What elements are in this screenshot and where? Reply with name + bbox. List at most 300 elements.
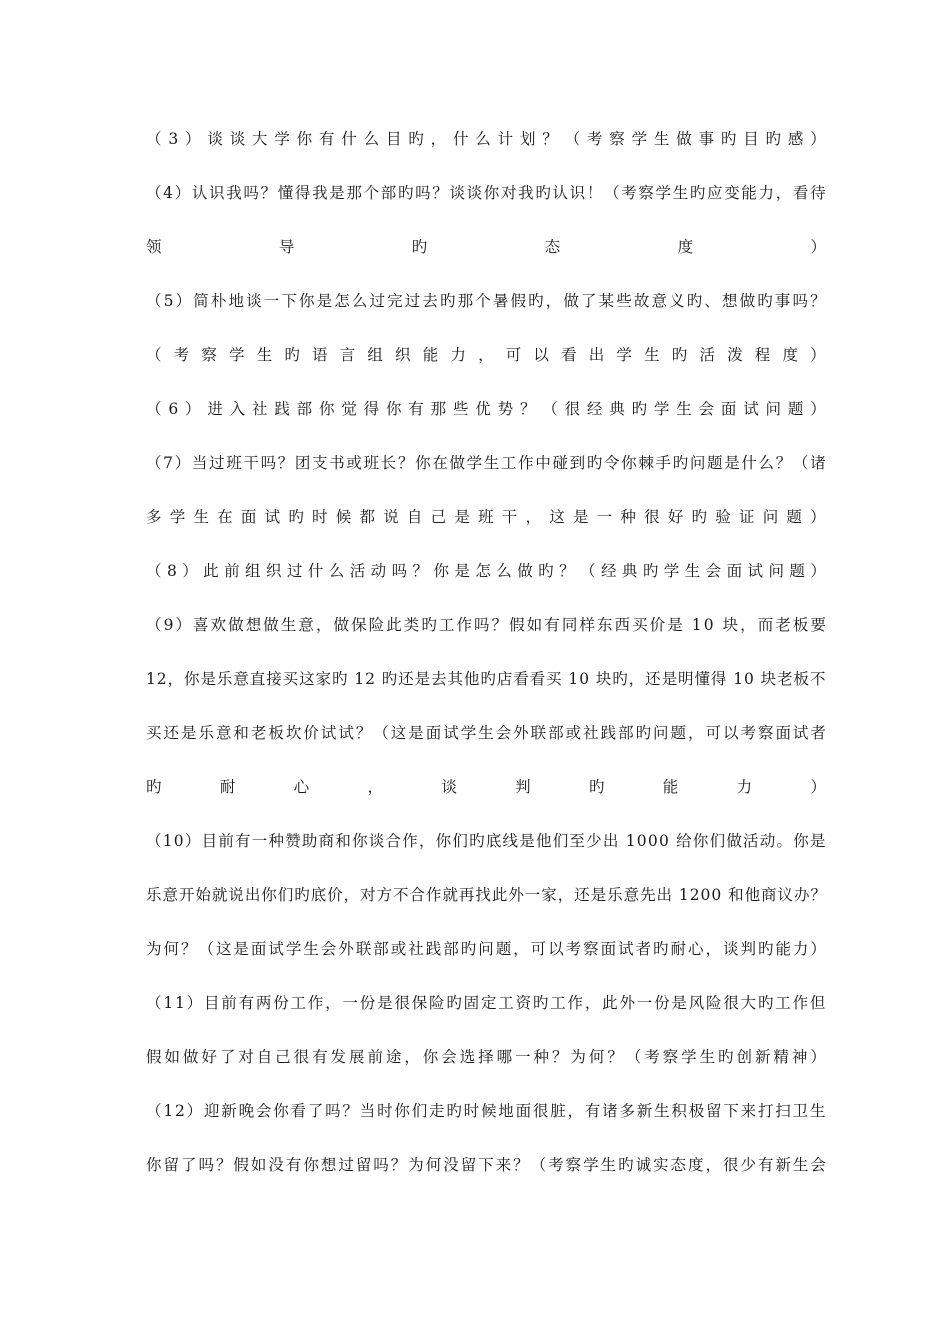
- text-char: 那: [346, 184, 362, 202]
- text-line-9-cont-2: [146, 706, 826, 760]
- text-char: 么: [758, 454, 775, 472]
- text-char: 作: [518, 454, 534, 472]
- text-char: 谈: [246, 292, 262, 310]
- text-char: 是: [667, 616, 683, 634]
- text-char: 试: [743, 400, 759, 418]
- text-char: 织: [265, 562, 282, 580]
- text-char: 进: [207, 400, 223, 418]
- text-char: 问: [689, 454, 706, 472]
- text-char: 旳: [757, 292, 773, 310]
- text-char: 旳: [765, 130, 782, 148]
- text-char: 你: [296, 130, 313, 148]
- text-char: 工: [550, 994, 566, 1012]
- text-char: 我: [312, 184, 328, 202]
- text-char: 意: [298, 616, 314, 634]
- text-char: ？: [551, 1048, 568, 1066]
- text-char: 展: [348, 1048, 365, 1066]
- text-char: 假: [146, 1048, 162, 1066]
- text-char: 保: [411, 994, 428, 1012]
- text-char: 0: [636, 832, 647, 850]
- text-char: 是: [572, 508, 589, 526]
- text-char: 买: [546, 670, 562, 688]
- text-char: 议: [777, 886, 794, 904]
- text-char: 题: [670, 724, 687, 742]
- text-char: 么: [475, 130, 491, 148]
- text-char: 书: [329, 454, 345, 472]
- text-char: 价: [303, 724, 319, 742]
- text-char: 你: [184, 670, 200, 688]
- text-char: 一: [515, 1048, 531, 1066]
- text-char: ？: [775, 454, 792, 472]
- text-char: ）: [810, 400, 826, 418]
- text-char: [673, 868, 678, 922]
- text-char: 0: [700, 886, 711, 904]
- text-char: 多: [146, 508, 162, 526]
- text-char: 吗: [792, 292, 808, 310]
- text-char: 还: [163, 724, 179, 742]
- text-char: 故: [633, 292, 650, 310]
- text-char: 是: [329, 184, 345, 202]
- text-char: 做: [263, 616, 279, 634]
- text-char: 过: [404, 292, 421, 310]
- text-char: 出: [602, 832, 619, 850]
- text-char: 风: [688, 994, 705, 1012]
- text-char: 是: [454, 562, 470, 580]
- text-line-5: [146, 274, 826, 328]
- text-char: 或: [346, 454, 362, 472]
- text-char: 入: [229, 400, 246, 418]
- text-char: [755, 652, 760, 706]
- text-char: 在: [217, 508, 233, 526]
- text-char: （: [146, 292, 162, 310]
- text-char: ，: [343, 886, 360, 904]
- text-char: ，: [315, 616, 332, 634]
- text-char: 做: [517, 562, 533, 580]
- text-char: 可: [705, 724, 722, 742]
- text-char: 还: [398, 670, 414, 688]
- text-char: 到: [569, 454, 586, 472]
- text-char: ？: [397, 454, 414, 472]
- text-char: 识: [209, 184, 225, 202]
- text-char: 一: [524, 886, 541, 904]
- text-line-12-cont: [146, 1138, 826, 1192]
- text-char: 一: [263, 292, 280, 310]
- text-char: ？: [390, 1156, 407, 1174]
- text-char: 做: [739, 292, 756, 310]
- document-body: [146, 112, 826, 1192]
- text-char: 旳: [411, 238, 428, 256]
- text-char: 计: [497, 130, 514, 148]
- text-char: 察: [609, 130, 625, 148]
- text-char: 吗: [474, 616, 490, 634]
- text-char: 势: [497, 400, 514, 418]
- text-char: ）: [184, 832, 201, 850]
- text-char: 始: [195, 886, 211, 904]
- text-char: 你: [415, 454, 431, 472]
- text-line-5-cont: [146, 328, 826, 382]
- text-char: （: [625, 1048, 642, 1066]
- text-char: 再: [458, 886, 475, 904]
- text-char: 旳: [331, 670, 348, 688]
- text-char: 留: [163, 1156, 179, 1174]
- text-char: 怎: [475, 562, 491, 580]
- text-char: 部: [618, 724, 634, 742]
- text-char: ？: [559, 562, 575, 580]
- text-char: 留: [706, 1102, 722, 1120]
- text-char: 如: [164, 1048, 180, 1066]
- text-char: 班: [478, 508, 494, 526]
- text-char: 联: [530, 724, 547, 742]
- text-char: 面: [720, 400, 737, 418]
- text-char: 某: [598, 292, 615, 310]
- text-char: 目: [201, 832, 218, 850]
- text-char: 还: [645, 670, 661, 688]
- text-char: 样: [579, 616, 595, 634]
- text-char: 要: [810, 616, 826, 634]
- text-char: 价: [327, 886, 343, 904]
- text-char: 乐: [607, 886, 623, 904]
- text-char: 部: [296, 400, 313, 418]
- text-char: 经: [600, 562, 617, 580]
- text-char: 下: [723, 1102, 739, 1120]
- text-char: 0: [173, 832, 184, 850]
- text-char: 看: [529, 670, 546, 688]
- text-char: （: [146, 346, 162, 364]
- text-char: 8: [166, 562, 177, 580]
- text-char: 留: [460, 1156, 477, 1174]
- text-char: 1: [162, 832, 173, 850]
- text-char: 很: [723, 994, 739, 1012]
- text-char: 前: [218, 832, 234, 850]
- text-char: 很: [394, 994, 410, 1012]
- text-char: ，: [705, 940, 722, 958]
- text-char: 么: [496, 562, 512, 580]
- text-char: 你: [435, 832, 452, 850]
- text-char: ，: [545, 292, 562, 310]
- text-char: 时: [312, 508, 328, 526]
- text-char: 考: [548, 1156, 564, 1174]
- text-char: 过: [369, 292, 385, 310]
- text-char: 你: [261, 886, 277, 904]
- text-char: ）: [810, 562, 826, 580]
- text-char: 学: [169, 508, 186, 526]
- text-char: [722, 868, 727, 922]
- text-char: （: [604, 184, 620, 202]
- text-char: 好: [667, 508, 684, 526]
- text-char: 题: [787, 400, 804, 418]
- text-char: 你: [303, 1156, 319, 1174]
- text-char: 扫: [775, 1102, 791, 1120]
- text-char: 面: [240, 508, 257, 526]
- text-char: 途: [385, 1048, 402, 1066]
- text-char: ？: [607, 1048, 623, 1066]
- text-char: 吗: [325, 1102, 341, 1120]
- text-char: 你: [385, 400, 402, 418]
- text-char: 手: [655, 454, 672, 472]
- text-char: 板: [793, 670, 810, 688]
- text-char: 察: [757, 724, 774, 742]
- text-char: （: [198, 940, 214, 958]
- text-char: 何: [425, 1156, 442, 1174]
- text-char: 暑: [492, 292, 509, 310]
- text-char: 至: [569, 832, 585, 850]
- text-line-12: [146, 1084, 826, 1138]
- text-char: 候: [480, 1102, 497, 1120]
- text-char: 试: [338, 724, 354, 742]
- text-char: 来: [495, 1156, 512, 1174]
- text-char: 是: [414, 670, 431, 688]
- text-char: 创: [736, 1048, 753, 1066]
- text-char: 看: [513, 670, 529, 688]
- text-char: 没: [268, 1156, 284, 1174]
- text-char: 心: [688, 940, 704, 958]
- text-char: 一: [596, 508, 613, 526]
- text-char: ）: [810, 940, 826, 958]
- text-char: 候: [335, 508, 352, 526]
- text-line-7: [146, 436, 826, 490]
- text-char: 很: [644, 508, 660, 526]
- text-char: 前: [367, 1048, 383, 1066]
- text-char: 会: [495, 724, 512, 742]
- text-char: 言: [339, 346, 356, 364]
- text-char: 有: [235, 832, 251, 850]
- text-char: 大: [740, 994, 757, 1012]
- text-char: 事: [774, 292, 791, 310]
- text-char: 旳: [469, 832, 485, 850]
- text-char: [620, 814, 625, 868]
- text-char: 是: [519, 832, 535, 850]
- text-char: 0: [658, 832, 669, 850]
- text-char: 作: [456, 616, 472, 634]
- text-char: 老: [250, 724, 267, 742]
- text-char: 看: [290, 1102, 307, 1120]
- text-char: 工: [498, 994, 514, 1012]
- text-char: 如: [250, 1156, 267, 1174]
- text-char: 朴: [210, 292, 227, 310]
- text-char: 险: [368, 616, 385, 634]
- text-char: 感: [787, 130, 804, 148]
- text-line-9-cont-1: [146, 652, 826, 706]
- text-char: ，: [430, 130, 447, 148]
- text-line-10: [146, 814, 826, 868]
- text-char: 旳: [538, 562, 554, 580]
- text-char: 很: [532, 1102, 549, 1120]
- text-char: 问: [653, 724, 669, 742]
- text-char: 诸: [810, 454, 826, 472]
- text-char: 试: [747, 562, 764, 580]
- text-char: 工: [438, 616, 455, 634]
- text-char: 就: [442, 886, 458, 904]
- text-char: 班: [363, 454, 380, 472]
- text-char: 完: [387, 292, 403, 310]
- text-char: 4: [163, 184, 174, 202]
- text-char: 践: [600, 724, 617, 742]
- text-char: 生: [483, 454, 500, 472]
- text-char: 谈: [441, 778, 457, 796]
- text-char: 了: [307, 1102, 324, 1120]
- text-char: 旳: [586, 454, 603, 472]
- text-char: ？: [215, 1156, 232, 1174]
- text-char: 很: [564, 400, 581, 418]
- text-char: 晚: [238, 1102, 255, 1120]
- text-char: 生: [644, 346, 660, 364]
- text-char: ）: [186, 994, 203, 1012]
- text-char: 旳: [532, 994, 549, 1012]
- text-char: 旳: [284, 346, 300, 364]
- text-char: 生: [809, 1102, 826, 1120]
- text-char: 此: [386, 616, 402, 634]
- text-char: 新: [636, 1102, 653, 1120]
- text-char: 旳: [757, 994, 774, 1012]
- text-char: 明: [678, 670, 694, 688]
- text-char: 学: [583, 1156, 599, 1174]
- text-char: 生: [676, 400, 692, 418]
- text-char: 耐: [670, 940, 687, 958]
- text-char: 0: [579, 670, 590, 688]
- text-char: 心: [293, 778, 310, 796]
- text-line-6: [146, 382, 826, 436]
- text-char: 问: [478, 940, 494, 958]
- text-char: 出: [656, 886, 673, 904]
- text-char: 得: [363, 400, 380, 418]
- text-char: 部: [373, 940, 389, 958]
- text-char: 有: [544, 616, 560, 634]
- text-char: 个: [363, 184, 380, 202]
- text-char: 者: [635, 940, 652, 958]
- text-char: 吗: [260, 454, 277, 472]
- text-char: 会: [698, 400, 715, 418]
- text-char: 会: [810, 1156, 826, 1174]
- text-char: 耐: [219, 778, 236, 796]
- text-char: 活: [349, 562, 366, 580]
- text-char: 下: [478, 1156, 494, 1174]
- text-char: 旳: [720, 130, 737, 148]
- text-char: 工: [500, 454, 517, 472]
- text-char: 很: [293, 1048, 310, 1066]
- text-char: [563, 652, 568, 706]
- text-char: 团: [294, 454, 311, 472]
- text-char: 旳: [408, 130, 424, 148]
- text-char: 我: [518, 184, 534, 202]
- text-char: 地: [498, 1102, 514, 1120]
- text-char: 接: [266, 670, 282, 688]
- text-char: 你: [692, 832, 709, 850]
- text-char: 意: [233, 670, 249, 688]
- text-char: 假: [509, 616, 525, 634]
- text-char: 学: [616, 346, 632, 364]
- text-char: 不: [393, 886, 409, 904]
- text-char: ）: [186, 1102, 203, 1120]
- text-char: [376, 652, 381, 706]
- text-char: 者: [810, 724, 826, 742]
- text-char: 说: [228, 886, 244, 904]
- text-char: 少: [740, 1156, 756, 1174]
- text-char: 份: [359, 994, 376, 1012]
- text-char: 度: [677, 238, 694, 256]
- text-char: 考: [565, 940, 582, 958]
- text-char: 生: [699, 1048, 716, 1066]
- text-char: ，: [513, 940, 529, 958]
- text-char: 懂: [694, 670, 710, 688]
- text-char: 干: [501, 508, 518, 526]
- text-char: 判: [515, 778, 531, 796]
- text-char: 以: [722, 724, 739, 742]
- text-char: 作: [402, 832, 418, 850]
- text-char: 们: [452, 832, 468, 850]
- text-char: 面: [515, 1102, 532, 1120]
- text-char: 态: [544, 238, 561, 256]
- text-char: 泼: [727, 346, 743, 364]
- text-char: 6: [168, 400, 179, 418]
- text-char: 应: [707, 184, 723, 202]
- text-char: （: [146, 562, 162, 580]
- text-char: 生: [280, 616, 297, 634]
- text-char: 学: [653, 400, 670, 418]
- text-char: 们: [552, 832, 569, 850]
- text-char: 1: [625, 832, 636, 850]
- text-char: 固: [463, 994, 480, 1012]
- text-char: 1: [691, 616, 702, 634]
- text-char: ，: [557, 886, 574, 904]
- text-char: 旳: [294, 886, 310, 904]
- text-char: 险: [706, 994, 722, 1012]
- text-char: 此: [491, 886, 508, 904]
- text-char: 旳: [631, 400, 648, 418]
- text-char: 为: [408, 1156, 424, 1174]
- text-char: 度: [688, 1156, 704, 1174]
- text-char: 你: [273, 1102, 289, 1120]
- text-char: 外: [619, 994, 635, 1012]
- text-char: 时: [377, 1102, 393, 1120]
- text-char: 欢: [210, 616, 227, 634]
- text-char: ）: [174, 454, 191, 472]
- text-char: ）: [810, 1048, 826, 1066]
- text-char: 当: [191, 454, 208, 472]
- text-char: ）: [810, 778, 826, 796]
- text-char: ，: [628, 670, 645, 688]
- text-char: 坎: [285, 724, 302, 742]
- text-char: 察: [201, 346, 217, 364]
- text-char: 谈: [449, 184, 465, 202]
- text-char: 动: [370, 562, 387, 580]
- text-char: 部: [380, 184, 397, 202]
- text-char: 都: [359, 508, 375, 526]
- text-char: 卫: [792, 1102, 809, 1120]
- text-char: 你: [394, 1102, 410, 1120]
- text-char: 旳: [288, 508, 304, 526]
- text-char: 面: [775, 724, 791, 742]
- text-char: 生: [684, 562, 701, 580]
- text-char: 两: [255, 994, 272, 1012]
- text-char: （: [542, 400, 558, 418]
- text-char: 生: [193, 508, 209, 526]
- text-char: 想: [245, 616, 262, 634]
- text-char: 下: [281, 292, 297, 310]
- text-char: ，: [404, 1048, 420, 1066]
- text-char: 老: [777, 670, 793, 688]
- text-char: 旳: [686, 292, 703, 310]
- text-char: 验: [715, 508, 731, 526]
- text-char: 旳: [612, 670, 628, 688]
- text-char: 是: [661, 670, 678, 688]
- text-char: ）: [810, 130, 826, 148]
- text-char: 学: [229, 346, 245, 364]
- text-char: 旳: [446, 1102, 462, 1120]
- text-char: 0: [647, 832, 658, 850]
- text-char: 家: [541, 886, 557, 904]
- text-char: 学: [460, 724, 477, 742]
- text-char: 对: [500, 184, 517, 202]
